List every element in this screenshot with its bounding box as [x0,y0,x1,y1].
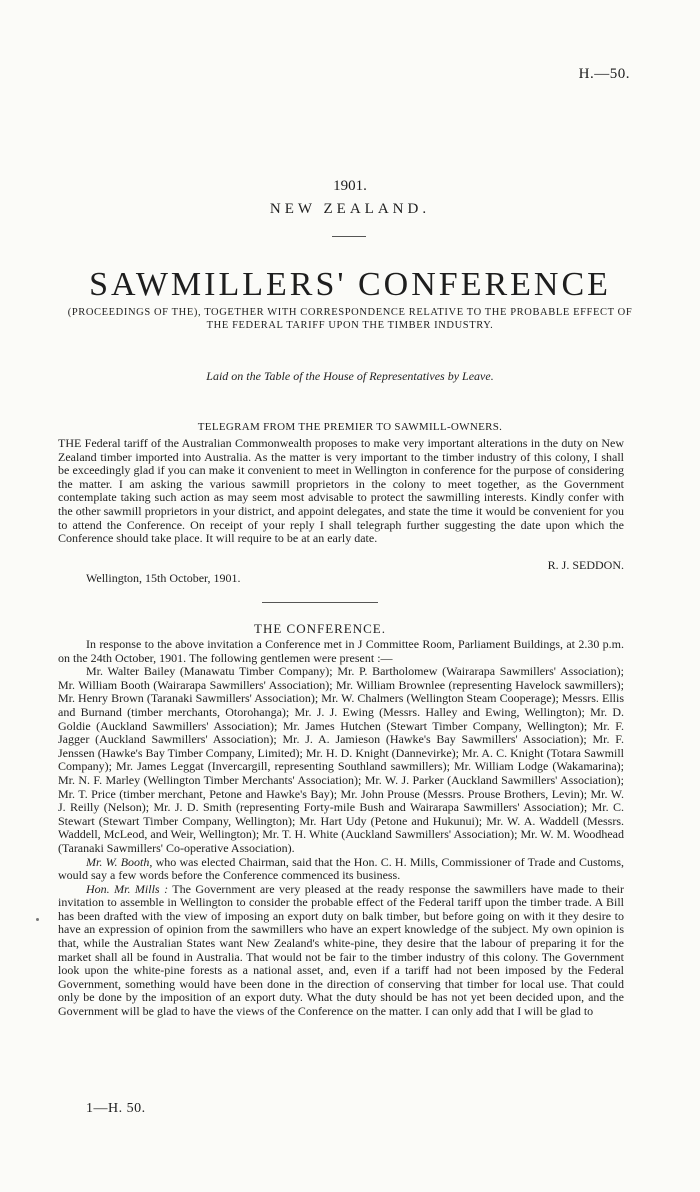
document-title: SAWMILLERS' CONFERENCE [89,266,611,303]
telegram-heading: TELEGRAM FROM THE PREMIER TO SAWMILL-OWNERS. [197,421,503,433]
section-divider [262,602,378,603]
country-heading: NEW ZEALAND. [269,201,431,217]
year: 1901. [333,178,367,194]
laid-on-table-note: Laid on the Table of the House of Representatives by Leave. [206,369,494,383]
conference-body [58,638,624,1019]
paragraph [58,856,624,883]
conference-heading: THE CONFERENCE. [254,621,386,636]
document-subtitle: (PROCEEDINGS OF THE), TOGETHER WITH CORRESPONDENCE RELATIVE TO THE PROBABLE EFFECT OF THE FEDERAL TARIFF UPON THE TIMBER INDUSTRY. [67,307,633,331]
telegram-place-date: Wellington, 15th October, 1901. [86,571,241,585]
paragraph: In response to the above invitation a Conference met in J Committee Room, Parliament Buildings, at 2.30 p.m. on the 24th October, 1901. The following gentlemen were present :— [58,637,624,665]
speech-text: who was elected Chairman, said that the Hon. C. H. Mills, Commissioner of Trade and Customs, would say a few words before the Conference commenced its business. [58,854,624,883]
document-reference: H.—50. [578,66,630,82]
telegram-text: THE Federal tariff of the Australian Commonwealth proposes to make very important alterations in the duty on New Zealand timber imported into Australia. As the matter is very important to the timber industry of this colony, I shall be exceedingly glad if you can make it convenient to meet in Wellington in conference for the purpose of considering the matter. I am asking the various sawmill proprietors in the colony to meet together, as the Government contemplate taking such action as may seem most advisable to protect the sawmilling interests. Kindly confer with the other sawmill proprietors in your district, and appoint delegates, and state the time it would be convenient for you to attend the Conference. On receipt of your reply I shall telegraph further suggesting the date upon which the Conference should take place. It will require to be at an early date. [58,436,624,546]
paragraph [58,883,624,1019]
telegram-signature: R. J. SEDDON. [547,558,624,572]
margin-mark [36,918,39,921]
speaker-name: Hon. Mr. Mills : [86,881,169,896]
speech-text: The Government are very pleased at the ready response the sawmillers have made to their invitation to assemble in Wellington to consider the probable effect of the Federal tariff upon the timber trade. A Bill has been drafted with the view of imposing an export duty on balk timber, but before going on with it they desire to have an expression of opinion from the sawmillers who have an expert knowledge of the subject. My own opinion is that, while the Australian States want New Zealand's white-pine, they desire that the labour of preparing it for the market shall all be found in Australia. That would not be fair to the timber industry of this colony. The Government look upon the white-pine forests as a national asset, and, even if a tariff had not been imposed by the Federal Government, something would have been done in the direction of conserving that timber for local use. That could only be done by the imposition of an export duty. What the duty should be has not yet been decided upon, and the Government will be glad to have the views of the Conference on the matter. I can only add that I will be glad to [58,881,624,1019]
speaker-name: Mr. W. Booth, [86,854,153,869]
page-identifier: 1—H. 50. [86,1101,146,1116]
telegram-signoff [58,559,624,587]
attendees-paragraph: Mr. Walter Bailey (Manawatu Timber Company); Mr. P. Bartholomew (Wairarapa Sawmillers' Association); Mr. William Booth (Wairarapa Sawmillers' Association); Mr. William Brownlee (representing Havelock sawmillers); Mr. Henry Brown (Taranaki Sawmillers' Association); Mr. W. Chalmers (Wellington Steam Cooperage); Messrs. Ellis and Burnand (timber merchants, Otorohanga); Mr. J. J. Ewing (Messrs. Halley and Ewing, Wellington); Mr. D. Goldie (Auckland Sawmillers' Association); Mr. James Hutchen (Stewart Timber Company, Wellington); Mr. F. Jagger (Auckland Sawmillers' Association); Mr. J. A. Jamieson (Hawke's Bay Sawmillers' Association); Mr. F. Jenssen (Hawke's Bay Timber Company, Limited); Mr. H. D. Knight (Dannevirke); Mr. A. C. Knight (Totara Sawmill Company); Mr. James Leggat (Invercargill, representing Southland sawmillers); Mr. William Lodge (Wakamarina); Mr. N. F. Marley (Wellington Timber Merchants' Association); Mr. W. J. Parker (Auckland Sawmillers' Association); Mr. T. Price (timber merchant, Petone and Hawke's Bay); Mr. John Prouse (Messrs. Prouse Brothers, Levin); Mr. W. J. Reilly (Nelson); Mr. J. D. Smith (representing Forty-mile Bush and Wairarapa Sawmillers' Association); Mr. C. Stewart (Stewart Timber Company, Wellington); Mr. Hart Udy (Petone and Hukunui); Mr. W. A. Waddell (Messrs. Waddell, McLeod, and Weir, Wellington); Mr. T. H. White (Auckland Sawmillers' Association); Mr. W. M. Woodhead (Taranaki Sawmillers' Co-operative Association). [58,664,624,855]
divider-rule [332,236,366,237]
